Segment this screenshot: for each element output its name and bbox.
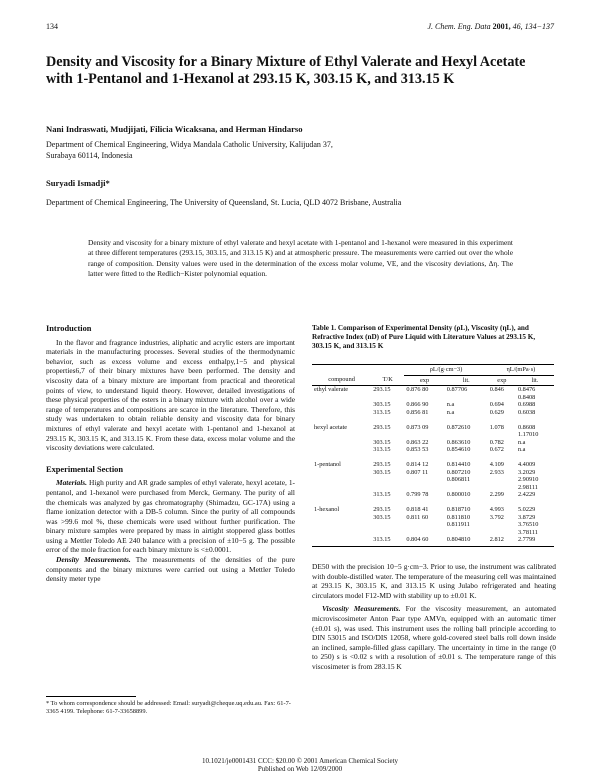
cell-compound [312, 446, 371, 458]
cell-viscosity-lit: 0.6988 [517, 401, 536, 409]
page-footer [0, 757, 600, 774]
cell-compound [312, 491, 371, 503]
cell-compound: 1-hexanol [314, 505, 340, 513]
affiliation-secondary: Department of Chemical Engineering, The University of Queensland, St. Lucia, QLD 4072 Brisbane, Australia [46, 198, 402, 207]
cell-viscosity-lit: 2.7799 [516, 536, 554, 546]
intro-body: In the flavor and fragrance industries, aliphatic and acrylic esters are important materials in the manufacturing processes. Several studies of the thermodynamic behavior, such as excess volume and excess enthalpy,1−5 and physical properties6,7 of their binary mixtures have been performed. The density and viscosity data of a binary mixture are important from practical and theoretical points of view, to understand liquid theory. However, detailed investigations of these physical properties of the esters in a binary mixture with alcohol over a wide range of temperatures and compositions are scarce in the literature. Therefore, this study was undertaken to obtain reliable density and viscosity data for binary mixtures of ethyl valerate and hexyl acetate with 1-pentanol and 1-hexanol at 293.15 K, 303.15 K, and 313.15 K. From these data, excess molar volume and the viscosity deviations were calculated. [46, 337, 295, 453]
cell-viscosity-exp: 4.993 [489, 505, 504, 513]
table-row [312, 431, 554, 439]
cell-viscosity-lit: 0.8476 [517, 386, 536, 394]
cell-density-lit: n.a [446, 408, 455, 416]
cell-viscosity-lit: 0.8408 [517, 393, 536, 401]
cell-density-lit: 0.872610 [446, 423, 471, 431]
cell-viscosity-exp: 0.629 [489, 408, 504, 416]
cell-density-lit: 0.811911 [446, 521, 470, 529]
table-row [312, 514, 554, 522]
cell-density-exp: 0.799 78 [406, 491, 429, 499]
abstract: Density and viscosity for a binary mixture of ethyl valerate and hexyl acetate with 1-pentanol and 1-hexanol were measured in this experiment at three different temperatures (293.15, 303.15, and 313.15 K) and at atmospheric pressure. The measurements were carried out over the whole range of composition. Density values were used in the determination of the excess molar volume, VE, and the viscosity deviations, Δη. The latter were fitted to the Redlich−Kister polynomial equation. [88, 238, 513, 279]
cell-density-lit: 0.806811 [446, 476, 471, 484]
cell-viscosity-exp: 3.792 [489, 513, 504, 521]
experimental-heading: Experimental Section [46, 464, 123, 474]
cell-temperature: 293.15 [373, 460, 391, 468]
footnote: * To whom correspondence should be addressed: Email: suryadi@cheque.uq.edu.au. Fax: 61-7-3365 4199. Telephone: 61-7-33658899. [46, 700, 291, 715]
cell-viscosity-exp: 0.672 [489, 446, 504, 454]
table-row [312, 491, 554, 503]
authors-primary: Nani Indraswati, Mudjijati, Filicia Wicaksana, and Herman Hindarso [46, 124, 303, 134]
cell-viscosity-exp [488, 529, 516, 537]
col-density-lit: lit. [445, 375, 488, 386]
authors-secondary: Suryadi Ismadji* [46, 178, 110, 188]
col-compound: compound [312, 375, 371, 386]
cell-viscosity-exp: 0.846 [489, 386, 504, 394]
cell-viscosity-exp: 2.933 [489, 468, 504, 476]
cell-viscosity-lit: 3.76510 [517, 521, 539, 529]
cell-density-exp [404, 431, 444, 439]
page-number: 134 [46, 22, 58, 31]
table-row [312, 409, 554, 421]
cell-temperature: 303.15 [373, 513, 391, 521]
cell-compound [312, 529, 371, 537]
table-row [312, 503, 554, 514]
cell-viscosity-lit: 3.78111 [517, 528, 538, 536]
cell-density-lit: 0.807210 [446, 468, 471, 476]
cell-viscosity-exp [488, 521, 516, 529]
published-line: Published on Web 12/09/2000 [257, 765, 343, 774]
table-row [312, 401, 554, 409]
cell-temperature [371, 394, 404, 402]
cell-viscosity-exp: 0.782 [489, 438, 504, 446]
cell-compound [312, 476, 371, 484]
cell-compound: hexyl acetate [314, 423, 348, 431]
cell-viscosity-exp [488, 484, 516, 492]
cell-density-exp [404, 521, 444, 529]
cell-temperature [371, 521, 404, 529]
density-paragraph: Density Measurements. The measurements of the densities of the pure components and the binary mixtures were carried out using a Mettler Toledo density meter type [46, 555, 296, 584]
cell-compound: ethyl valerate [314, 386, 349, 394]
cell-density-lit: n.a [446, 401, 455, 409]
cell-temperature: 303.15 [373, 401, 391, 409]
affiliation-line-2: Surabaya 60114, Indonesia [46, 151, 133, 160]
cell-viscosity-exp: 2.812 [488, 536, 516, 546]
cell-viscosity-lit: n.a [517, 438, 526, 446]
cell-temperature: 313.15 [373, 446, 391, 454]
table-row [312, 469, 554, 477]
cell-compound [312, 536, 371, 546]
cell-density-exp: 0.863 22 [406, 438, 429, 446]
cell-density-exp: 0.853 53 [406, 446, 429, 454]
cell-density-lit: 0.863610 [446, 438, 471, 446]
cell-temperature: 313.15 [373, 408, 391, 416]
left-column [46, 324, 295, 584]
cell-density-exp: 0.804 60 [404, 536, 444, 546]
col-density-exp: exp [404, 375, 444, 386]
col-viscosity-exp: exp [488, 375, 516, 386]
right-column [312, 562, 556, 672]
cell-density-lit: 0.814410 [446, 460, 471, 468]
cell-compound [312, 409, 371, 421]
cell-temperature [371, 431, 404, 439]
cell-density-exp: 0.811 60 [406, 513, 429, 521]
cell-viscosity-exp [488, 394, 516, 402]
cell-viscosity-exp: 4.109 [489, 460, 504, 468]
cell-density-exp [404, 484, 444, 492]
cell-compound [312, 394, 371, 402]
cell-density-lit [445, 484, 488, 492]
journal-citation: J. Chem. Eng. Data 2001, 46, 134−137 [427, 22, 554, 31]
cell-viscosity-lit: 2.90910 [517, 476, 539, 484]
cell-viscosity-lit: 2.4229 [517, 491, 536, 499]
table-row [312, 421, 554, 432]
cell-viscosity-exp [488, 431, 516, 439]
viscosity-group-header: ηL/(mPa·s) [488, 365, 554, 376]
cell-density-exp [404, 394, 444, 402]
table-row [312, 476, 554, 484]
density-group-header: ρL/(g·cm−3) [404, 365, 487, 376]
cell-density-exp: 0.876 80 [406, 386, 429, 394]
col-temperature: T/K [371, 375, 404, 386]
cell-density-exp: 0.873 09 [406, 423, 429, 431]
cell-viscosity-lit: 4.4009 [517, 460, 536, 468]
cell-viscosity-lit: 0.6038 [517, 408, 536, 416]
cell-temperature [371, 476, 404, 484]
cell-viscosity-lit: 1.17010 [517, 431, 539, 439]
cell-viscosity-lit: 2.98111 [517, 483, 538, 491]
cell-temperature: 313.15 [373, 491, 391, 499]
cell-viscosity-lit: 5.0229 [517, 505, 536, 513]
table-1 [312, 364, 554, 547]
cell-density-lit: 0.87706 [446, 386, 468, 394]
materials-paragraph: Materials. High purity and AR grade samples of ethyl valerate, hexyl acetate, 1-pentanol, and 1-hexanol were purchased from Merck, Germany. The purity of all the chemicals was analyzed by gas chromatography (Shimadzu, GC-17A) using a flame ionization detector with a DB-5 column. Since the purity of all compounds was >99.6 mol %, these chemicals were used without further purification. The binary mixture samples were prepared by mass in airtight stoppered glass bottles using a Mettler Toledo AE 240 balance with a precision of ±10−5 g. The possible error of the mole fraction for each binary mixture is <±0.0001. [46, 478, 295, 555]
cell-density-lit: 0.854610 [446, 446, 471, 454]
cell-density-lit: 0.811810 [446, 513, 471, 521]
cell-density-lit: 0.804810 [445, 536, 488, 546]
cell-density-exp: 0.814 12 [406, 460, 429, 468]
cell-density-lit: 0.818710 [446, 505, 471, 513]
cell-temperature: 303.15 [373, 468, 391, 476]
cell-viscosity-exp: 1.078 [489, 423, 504, 431]
cell-density-lit [445, 529, 488, 537]
article-title: Density and Viscosity for a Binary Mixture of Ethyl Valerate and Hexyl Acetate with 1-Pentanol and 1-Hexanol at 293.15 K, 303.15 K, and 313.15 K [46, 54, 526, 87]
footnote-rule [46, 696, 136, 697]
cell-viscosity-lit: n.a [517, 446, 526, 454]
viscosity-paragraph: Viscosity Measurements. For the viscosity measurement, an automated microviscosimeter Anton Paar type AMVn, equipped with an automatic timer (±0.01 s), was used. This instrument uses the rolling ball principle according to DIN 53015 and ISO/DIS 12058, where gold-covered steel balls roll down inside an inclined, sample-filled glass capillary. The uncertainty in time in the range (0 to 250) s is <0.02 s with a resolution of ±0.01 s. The temperature range of this viscosimeter is from 283.15 K [312, 604, 556, 671]
cell-density-lit: 0.800010 [446, 491, 471, 499]
cell-compound [312, 431, 371, 439]
cell-temperature: 293.15 [373, 505, 391, 513]
cell-density-exp [404, 529, 444, 537]
table-row [312, 439, 554, 447]
cell-density-exp [404, 476, 444, 484]
cell-viscosity-exp: 2.299 [489, 491, 504, 499]
cell-temperature [371, 529, 404, 537]
cell-viscosity-exp [488, 476, 516, 484]
table-row [312, 458, 554, 469]
cell-compound [312, 521, 371, 529]
cell-compound [312, 401, 371, 409]
cell-viscosity-lit: 0.8608 [517, 423, 536, 431]
cell-density-lit [445, 431, 488, 439]
cell-density-exp: 0.866 90 [406, 401, 429, 409]
table-row [312, 521, 554, 529]
doi-line: 10.1021/je0001431 CCC: $20.00 © 2001 American Chemical Society [201, 757, 399, 765]
cell-temperature: 303.15 [373, 438, 391, 446]
cell-temperature: 293.15 [373, 423, 391, 431]
cell-viscosity-lit: 3.2029 [517, 468, 536, 476]
table-row [312, 394, 554, 402]
cell-temperature: 293.15 [373, 386, 391, 394]
cell-compound [312, 484, 371, 492]
cell-density-lit [445, 394, 488, 402]
cell-temperature: 313.15 [371, 536, 404, 546]
cell-viscosity-lit: 3.8729 [517, 513, 536, 521]
table-caption: Table 1. Comparison of Experimental Density (ρL), Viscosity (ηL), and Refractive Index (nD) of Pure Liquid with Literature Values at 293.15 K, 303.15 K, and 313.15 K [312, 324, 536, 350]
table-row [312, 484, 554, 492]
table-row [312, 529, 554, 537]
cell-compound [312, 514, 371, 522]
cell-compound [312, 469, 371, 477]
cell-viscosity-exp: 0.694 [489, 401, 504, 409]
cell-compound [312, 439, 371, 447]
col-viscosity-lit: lit. [516, 375, 554, 386]
density-continued: DE50 with the precision 10−5 g·cm−3. Prior to use, the instrument was calibrated with double-distilled water. The temperature of the measuring cell was maintained at 293.15 K, 303.15 K, and 313.15 K using Julabo refrigerated and heating circulators model F12-MD with stability up to ±0.01 K. [312, 562, 556, 600]
cell-density-exp: 0.856 81 [406, 408, 429, 416]
cell-density-exp: 0.807 11 [406, 468, 429, 476]
table-row [312, 536, 554, 546]
affiliation-line-1: Department of Chemical Engineering, Widya Mandala Catholic University, Kalijudan 37, [46, 140, 333, 149]
table-row [312, 446, 554, 458]
cell-density-exp: 0.818 41 [406, 505, 429, 513]
intro-heading: Introduction [46, 324, 92, 333]
table-row [312, 386, 554, 394]
cell-temperature [371, 484, 404, 492]
cell-compound: 1-pentanol [314, 460, 341, 468]
